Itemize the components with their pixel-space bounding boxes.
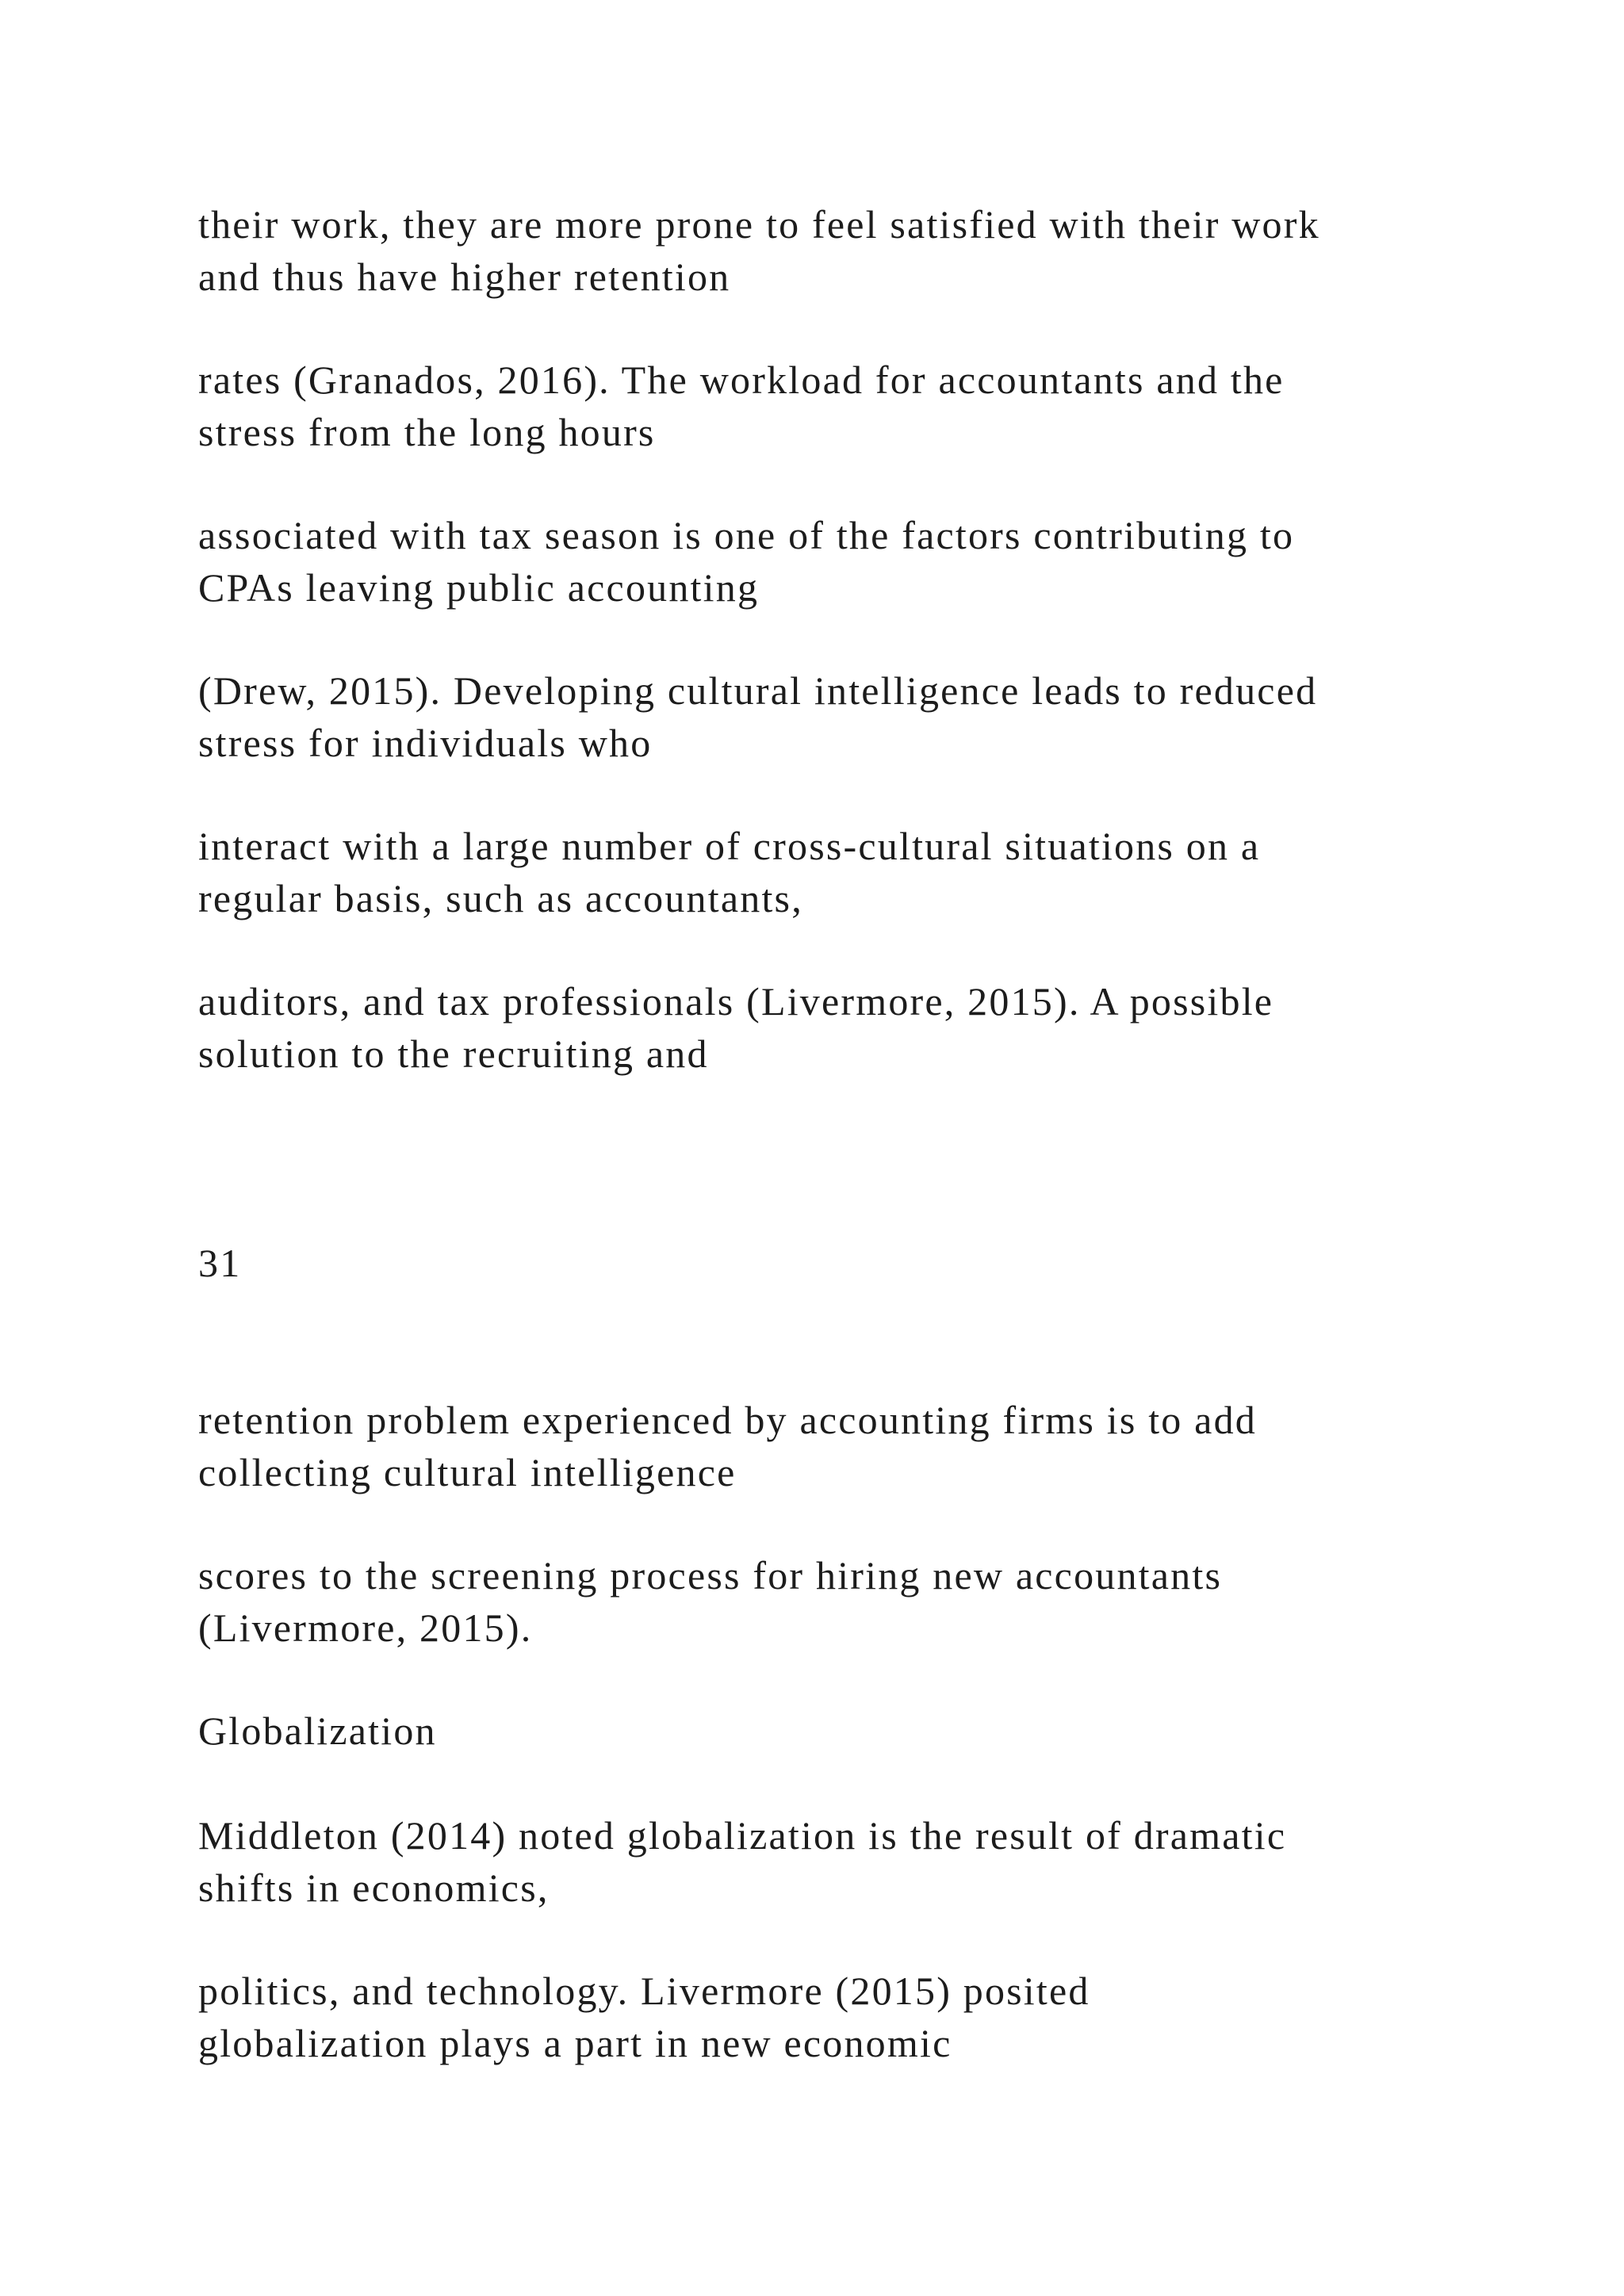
text-line: stress for individuals who [198,721,653,765]
text-line: collecting cultural intelligence [198,1450,737,1494]
text-line: rates (Granados, 2016). The workload for accountants and the [198,358,1285,402]
text-line: Middleton (2014) noted globalization is the result of dramatic [198,1813,1287,1858]
paragraph-1 [198,198,1530,303]
paragraph-9 [198,1809,1530,1914]
text-line: regular basis, such as accountants, [198,876,803,920]
page-number [198,1237,1530,1289]
text-line: solution to the recruiting and [198,1031,709,1076]
text-line: politics, and technology. Livermore (2015) posited [198,1969,1090,2013]
text-line: associated with tax season is one of the factors contributing to [198,513,1295,557]
text-line: (Drew, 2015). Developing cultural intelligence leads to reduced [198,668,1318,713]
text-line: CPAs leaving public accounting [198,565,760,610]
paragraph-6 [198,975,1530,1080]
paragraph-5 [198,820,1530,924]
paragraph-7 [198,1394,1530,1498]
paragraph-3 [198,509,1530,614]
paragraph-4 [198,664,1530,769]
text-line: auditors, and tax professionals (Livermore, 2015). A possible [198,979,1274,1024]
heading-text: Globalization [198,1709,437,1753]
text-line: interact with a large number of cross-cultural situations on a [198,824,1261,868]
paragraph-8 [198,1549,1530,1654]
text-line: (Livermore, 2015). [198,1605,533,1650]
text-line: globalization plays a part in new economic [198,2021,952,2065]
text-line: and thus have higher retention [198,254,731,299]
page-number-text: 31 [198,1241,242,1285]
paragraph-2 [198,354,1530,458]
text-line: their work, they are more prone to feel satisfied with their work [198,202,1320,247]
text-line: stress from the long hours [198,410,656,454]
section-heading [198,1705,1530,1757]
text-line: shifts in economics, [198,1866,550,1910]
text-line: scores to the screening process for hiring new accountants [198,1553,1223,1598]
text-line: retention problem experienced by accounting firms is to add [198,1398,1257,1442]
paragraph-10 [198,1965,1530,2069]
